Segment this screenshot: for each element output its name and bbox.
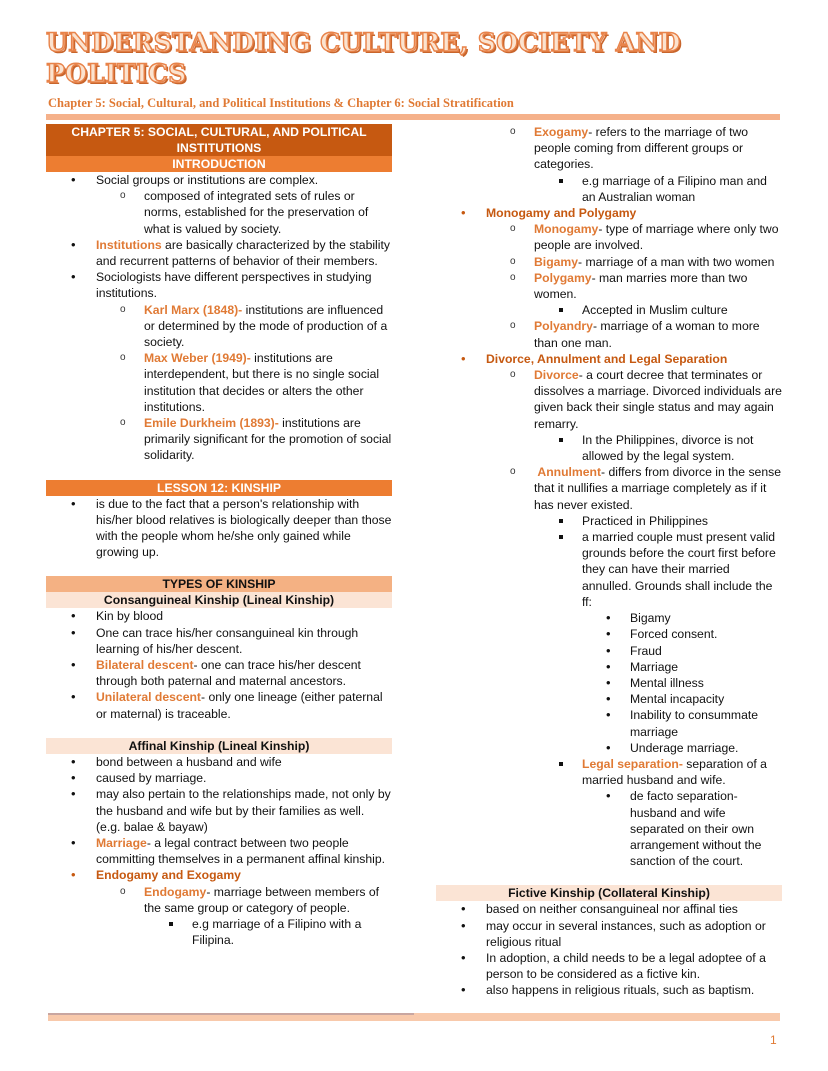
list-item: o Bigamy- marriage of a man with two women [486, 254, 782, 270]
list-item: • Marriage [582, 659, 782, 675]
list-item: • Forced consent. [582, 626, 782, 642]
top-divider [46, 114, 780, 120]
list-item: o Max Weber (1949)- institutions are interdependent, but there is no single social institution that decides or alters the other institutions. [96, 350, 392, 415]
key-term: Exogamy [534, 125, 589, 139]
affinal-header: Affinal Kinship (Lineal Kinship) [46, 738, 392, 754]
list-item: Accepted in Muslim culture [534, 302, 782, 318]
list-item: In the Philippines, divorce is not allowed by the legal system. [534, 432, 782, 464]
list-item: • Bigamy [582, 610, 782, 626]
list-item: o composed of integrated sets of rules or norms, established for the preservation of what is valued by society. [96, 188, 392, 237]
key-term: Bigamy [534, 254, 579, 269]
list-item: o Endogamy- marriage between members of the same group or category of people. e.g marriage of a Filipino with a Filipina. [96, 884, 392, 949]
key-term: Marriage [96, 835, 147, 850]
list-item: o Monogamy- type of marriage where only two people are involved. [486, 221, 782, 253]
list-item: • may occur in several instances, such as adoption or religious ritual [436, 918, 782, 950]
key-term: Legal separation- [582, 756, 683, 771]
list-item: • Fraud [582, 643, 782, 659]
fictive-list [436, 901, 782, 998]
consanguineal-list [46, 608, 392, 721]
key-term: Emile Durkheim (1893)- [144, 416, 279, 431]
left-column [46, 124, 392, 948]
key-term: Polyandry [534, 319, 593, 334]
section-heading: Endogamy and Exogamy [96, 868, 241, 883]
list-item: • Underage marriage. [582, 740, 782, 756]
list-item: o Karl Marx (1848)- institutions are influenced or determined by the mode of production of a society. [96, 302, 392, 351]
fictive-header: Fictive Kinship (Collateral Kinship) [436, 885, 782, 901]
list-item: • de facto separation- husband and wife separated on their own arrangement without the sanction of the court. [582, 788, 782, 869]
introduction-header: INTRODUCTION [46, 156, 392, 172]
list-item: o Annulment- differs from divorce in the sense that it nullifies a marriage completely as if it has never existed. Practiced in Philippines a married couple must present valid grounds before the court first before they can have their married annulled. Grounds shall include the ff: • Bigamy • Forced consent. • Fraud • Marriage • Mental illness • Mental incapacity • Inability to consummate marriage • Underage marriage. Legal separation- separation of a married husband and wife. • de facto separation- husband and wife separated on their own arrangement without the sanction of the court. [486, 464, 782, 869]
list-item: • bond between a husband and wife [46, 754, 392, 770]
lesson-list [46, 496, 392, 561]
list-item: • also happens in religious rituals, such as baptism. [436, 982, 782, 998]
key-term: Max Weber (1949)- [144, 351, 251, 366]
list-item: o Emile Durkheim (1893)- institutions are primarily significant for the promotion of social solidarity. [96, 415, 392, 464]
key-term: Divorce [534, 368, 579, 383]
document-subtitle: Chapter 5: Social, Cultural, and Political Institutions & Chapter 6: Social Stratification [48, 96, 514, 110]
list-item [436, 351, 782, 870]
list-item: • Unilateral descent- only one lineage (either paternal or maternal) is traceable. [46, 689, 392, 721]
grounds-list [582, 610, 782, 756]
consanguineal-header: Consanguineal Kinship (Lineal Kinship) [46, 592, 392, 608]
key-term: Bilateral descent [96, 658, 194, 673]
list-item: a married couple must present valid grounds before the court first before they can have their married annulled. Grounds shall include the ff: • Bigamy • Forced consent. • Fraud • Marriage • Mental illness • Mental incapacity • Inability to consummate marriage • Underage marriage. [534, 529, 782, 756]
list-item: Practiced in Philippines [534, 513, 782, 529]
list-item: • based on neither consanguineal nor affinal ties [436, 901, 782, 917]
list-item: o Exogamy- refers to the marriage of two people coming from different groups or categories. e.g marriage of a Filipino man and an Australian woman [486, 124, 782, 205]
list-item: • Social groups or institutions are complex. o composed of integrated sets of rules or norms, established for the preservation of what is valued by society. [46, 172, 392, 237]
key-term: Unilateral descent [96, 690, 201, 705]
key-term: Karl Marx (1848)- [144, 302, 243, 317]
bottom-divider [48, 1013, 780, 1021]
lesson-header: LESSON 12: KINSHIP [46, 480, 392, 496]
right-column [436, 124, 782, 999]
document-title: UNDERSTANDING CULTURE, SOCIETY AND POLITICS [46, 28, 681, 88]
key-term: Endogamy [144, 884, 207, 899]
list-item: e.g marriage of a Filipino with a Filipina. [144, 916, 392, 948]
introduction-list [46, 172, 392, 464]
key-term: Annulment [537, 465, 602, 480]
page-number: 1 [770, 1033, 777, 1047]
list-item: e.g marriage of a Filipino man and an Australian woman [534, 173, 782, 205]
list-item: • may also pertain to the relationships made, not only by the husband and wife but by their families as well. (e.g. balae & bayaw) [46, 786, 392, 835]
list-item: • Marriage- a legal contract between two people committing themselves in a permanent affinal kinship. [46, 835, 392, 867]
chapter-header: CHAPTER 5: SOCIAL, CULTURAL, AND POLITICAL INSTITUTIONS [46, 124, 392, 156]
list-item: • Sociologists have different perspectives in studying institutions. o Karl Marx (1848)- institutions are influenced or determined by the mode of production of a society. o Max Weber (1949)- institutions are interdependent, but there is no single social institution that decides or alters the other institutions. o Emile Durkheim (1893)- institutions are primarily significant for the promotion of social solidarity. [46, 269, 392, 463]
key-term: Polygamy [534, 270, 592, 285]
list-item: Legal separation- separation of a married husband and wife. • de facto separation- husband and wife separated on their own arrangement without the sanction of the court. [534, 756, 782, 869]
list-item: o Polyandry- marriage of a woman to more than one man. [486, 318, 782, 350]
list-item: • Inability to consummate marriage [582, 707, 782, 739]
list-item: • Mental illness [582, 675, 782, 691]
list-item: • Bilateral descent- one can trace his/her descent through both paternal and maternal ancestors. [46, 657, 392, 689]
list-item: • In adoption, a child needs to be a legal adoptee of a person to be considered as a fictive kin. [436, 950, 782, 982]
list-item [436, 205, 782, 351]
list-item: • Institutions are basically characterized by the stability and recurrent patterns of behavior of their members. [46, 237, 392, 269]
types-of-kinship-header: TYPES OF KINSHIP [46, 576, 392, 592]
list-item [46, 867, 392, 948]
section-heading: Divorce, Annulment and Legal Separation [486, 351, 728, 366]
section-heading: Monogamy and Polygamy [486, 206, 637, 221]
list-item: • Kin by blood [46, 608, 392, 624]
list-item: • One can trace his/her consanguineal kin through learning of his/her descent. [46, 625, 392, 657]
list-item: o Polygamy- man marries more than two women. Accepted in Muslim culture [486, 270, 782, 319]
list-item: • Mental incapacity [582, 691, 782, 707]
list-item: • caused by marriage. [46, 770, 392, 786]
key-term: Institutions [96, 237, 162, 252]
list-item: • is due to the fact that a person's relationship with his/her blood relatives is biologically deeper than those with the people whom he/she only gained while growing up. [46, 496, 392, 561]
list-item: o Divorce- a court decree that terminates or dissolves a marriage. Divorced individuals are given back their single status and may again remarry. In the Philippines, divorce is not allowed by the legal system. [486, 367, 782, 464]
affinal-list [46, 754, 392, 948]
key-term: Monogamy [534, 222, 599, 237]
